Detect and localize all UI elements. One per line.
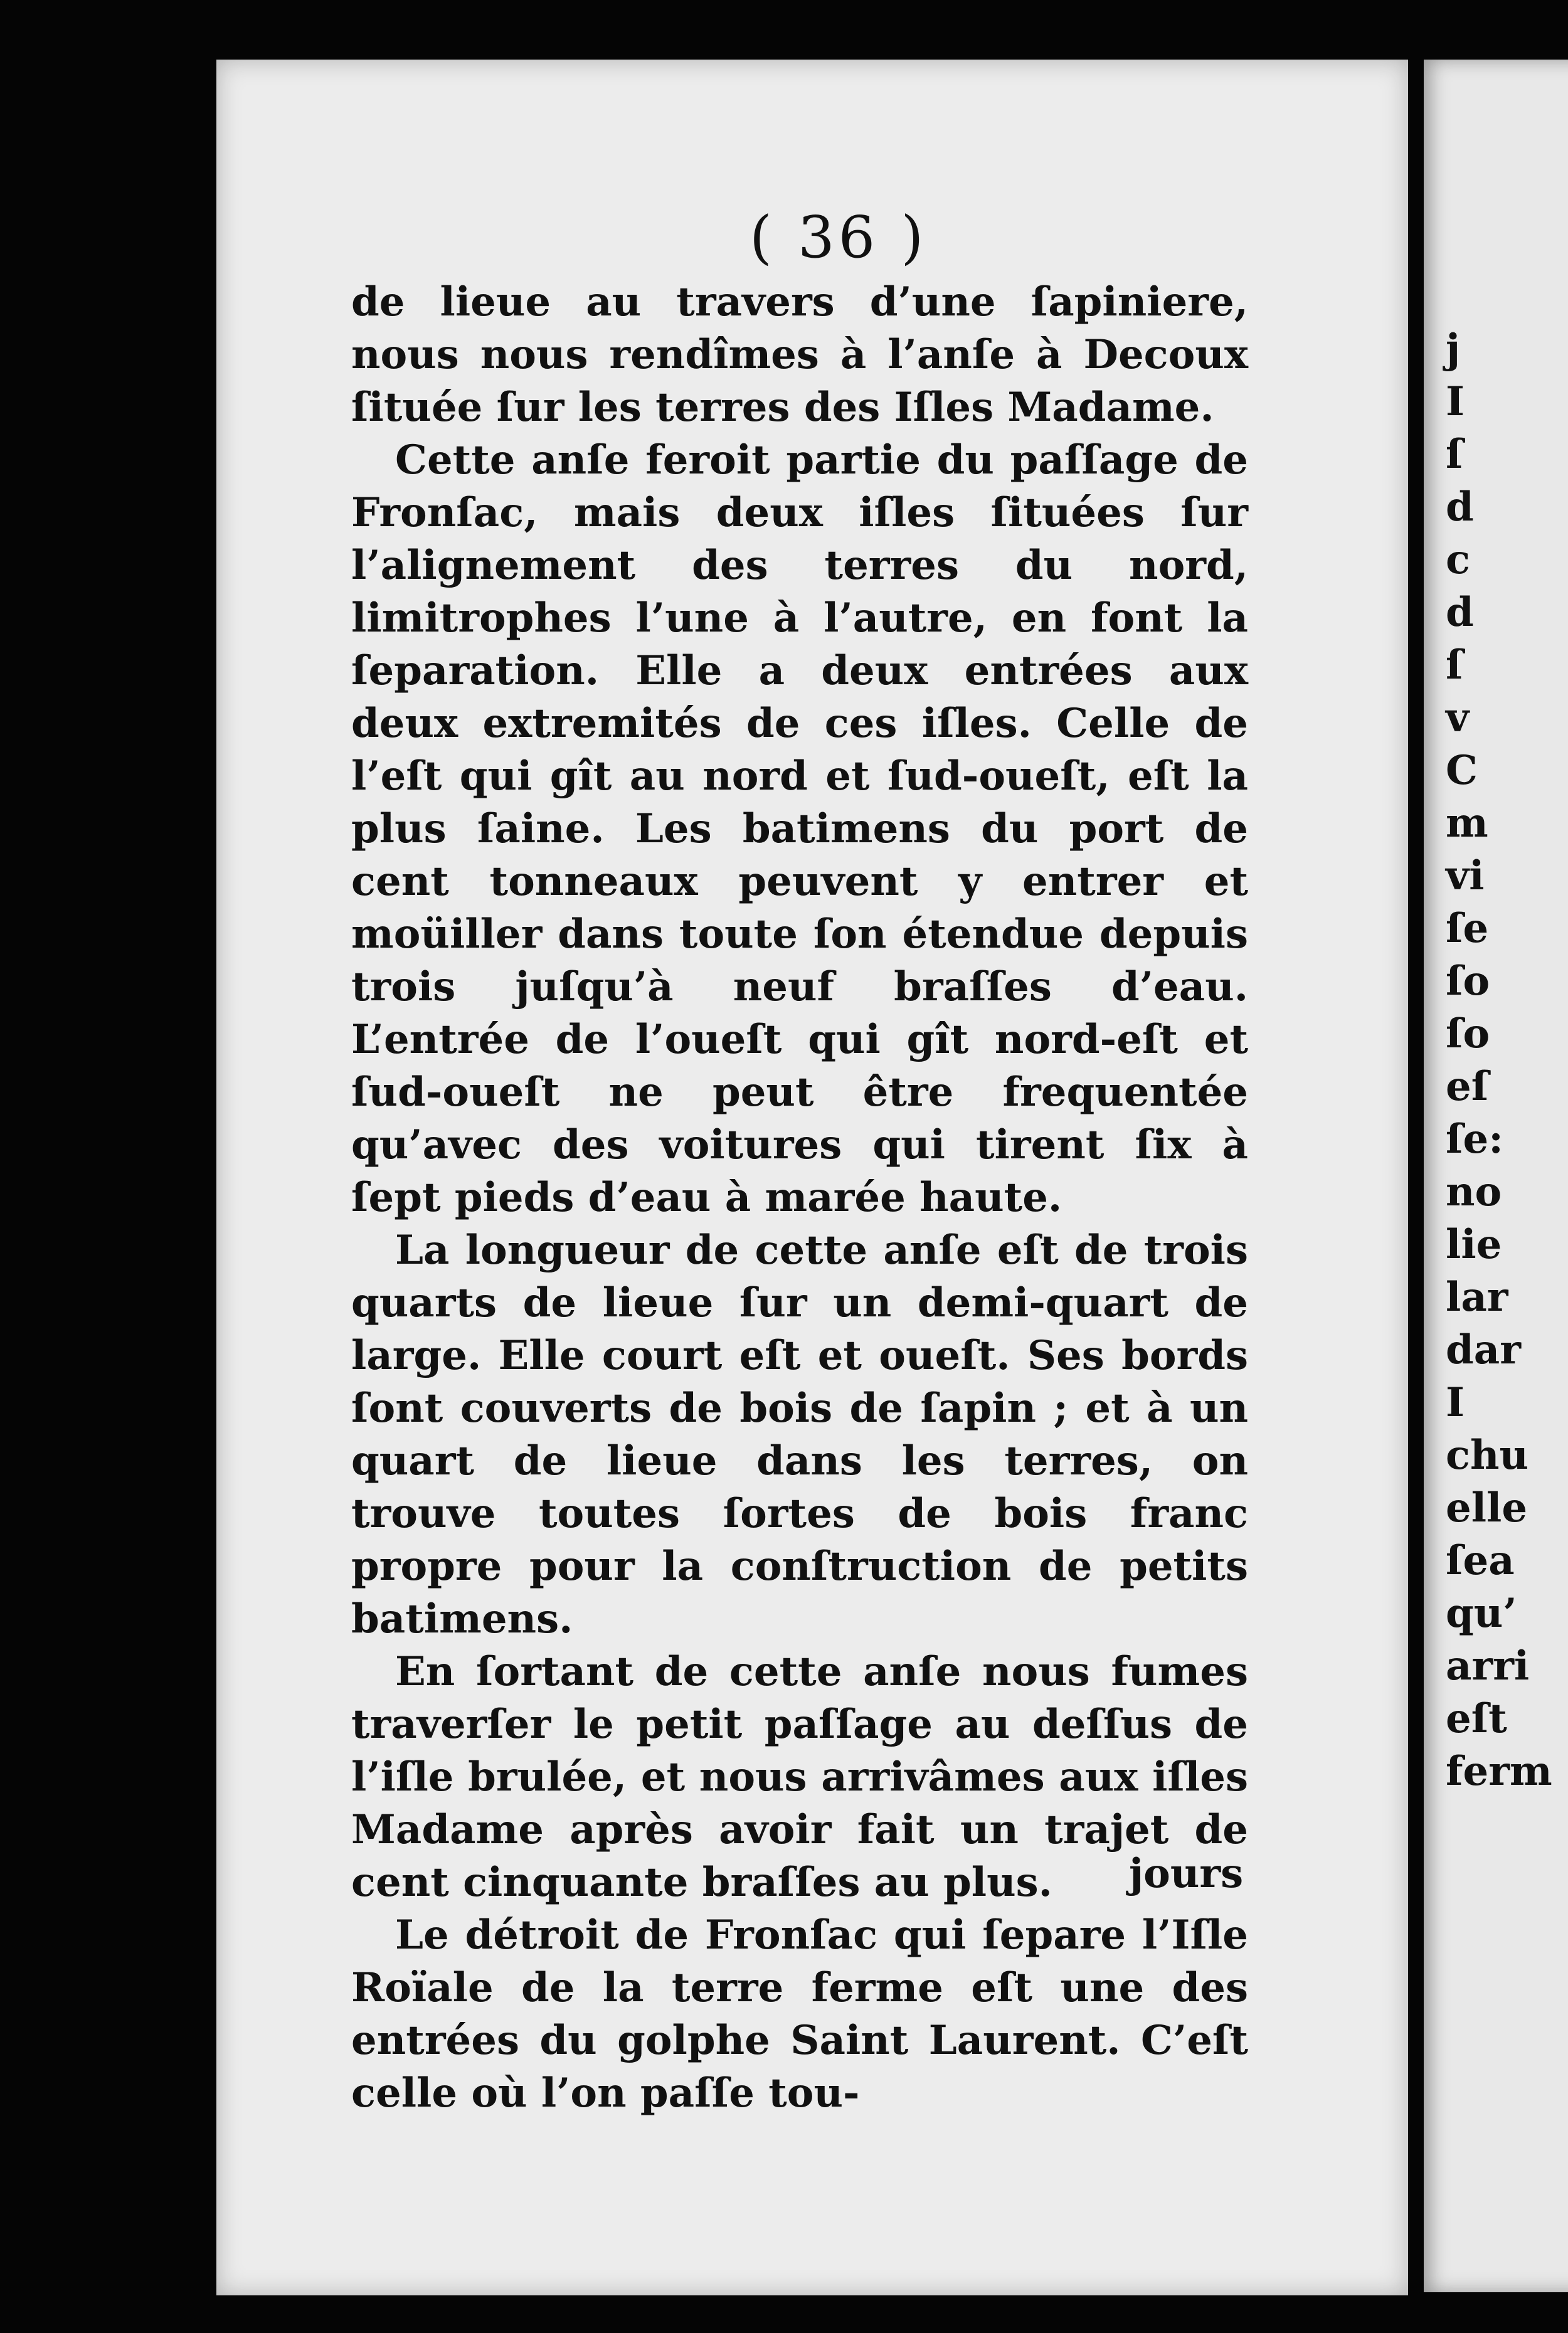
facing-line: j <box>1446 325 1461 373</box>
facing-line: qu’ <box>1446 1590 1517 1637</box>
paragraph: En ſortant de cette anſe nous fumes traverſer le petit paſſage au deſſus de l’iſle brulée, et nous arrivâmes aux iſles Madame après avoir fait un trajet de cent cinquante braſſes au plus. <box>351 1648 1248 1906</box>
paragraph: Cette anſe feroit partie du paſſage de Fronſac, mais deux iſles ſituées ſur l’alignement des terres du nord, limitrophes l’une à l’autre, en font la ſeparation. Elle a deux entrées aux deux extremités de ces iſles. Celle de l’eſt qui gît au nord et ſud-oueſt, eſt la plus ſaine. Les batimens du port de cent tonneaux peuvent y entrer et moüiller dans toute ſon étendue depuis trois juſqu’à neuf braſſes d’eau. L’entrée de l’oueſt qui gît nord-eſt et ſud-oueſt ne peut être frequentée qu’avec des voitures qui tirent ſix à ſept pieds d’eau à marée haute. <box>351 436 1248 1221</box>
facing-line: v <box>1446 694 1470 741</box>
paragraph: La longueur de cette anſe eſt de trois quarts de lieue ſur un demi-quart de large. Elle court eſt et oueſt. Ses bords ſont couverts de bois de ſapin ; et à un quart de lieue dans les terres, on trouve toutes ſortes de bois franc propre pour la conſtruction de petits batimens. <box>351 1227 1248 1643</box>
body-text <box>351 276 1248 2120</box>
facing-line: ſe <box>1446 905 1489 952</box>
facing-line: chu <box>1446 1432 1529 1479</box>
facing-line: m <box>1446 800 1488 847</box>
facing-line: eſ <box>1446 1063 1489 1110</box>
facing-line: ſo <box>1446 1010 1490 1057</box>
facing-page-text <box>1424 323 1552 1798</box>
facing-line: no <box>1446 1168 1502 1215</box>
facing-line: C <box>1446 747 1478 794</box>
facing-line: elle <box>1446 1484 1528 1532</box>
catchword: jours <box>1129 1850 1244 1897</box>
facing-line: d <box>1446 484 1474 531</box>
facing-line: lar <box>1446 1274 1508 1321</box>
facing-line: lie <box>1446 1221 1502 1268</box>
facing-line: c <box>1446 536 1470 583</box>
facing-line: I <box>1446 1379 1465 1426</box>
facing-page <box>1424 60 1568 2292</box>
facing-line: eſt <box>1446 1695 1507 1742</box>
facing-line: ſea <box>1446 1537 1515 1584</box>
facing-line: d <box>1446 589 1474 636</box>
facing-line: I <box>1446 378 1465 425</box>
facing-line: arri <box>1446 1643 1530 1690</box>
facing-line: ferm <box>1446 1748 1552 1795</box>
facing-line: dar <box>1446 1326 1521 1373</box>
page-number: ( 36 ) <box>750 204 928 271</box>
facing-line: ſe: <box>1446 1116 1503 1163</box>
paragraph: de lieue au travers d’une ſapiniere, nous nous rendîmes à l’anſe à Decoux ſituée ſur les terres des Iſles Madame. <box>351 278 1248 431</box>
facing-line: ſ <box>1446 431 1463 478</box>
facing-line: ſ <box>1446 642 1463 689</box>
facing-line: vi <box>1446 852 1485 899</box>
facing-line: ſo <box>1446 958 1490 1005</box>
paragraph: Le détroit de Fronſac qui ſepare l’Iſle Roïale de la terre ferme eſt une des entrées du golphe Saint Laurent. C’eſt celle où l’on paſſe tou- <box>351 1912 1248 2117</box>
